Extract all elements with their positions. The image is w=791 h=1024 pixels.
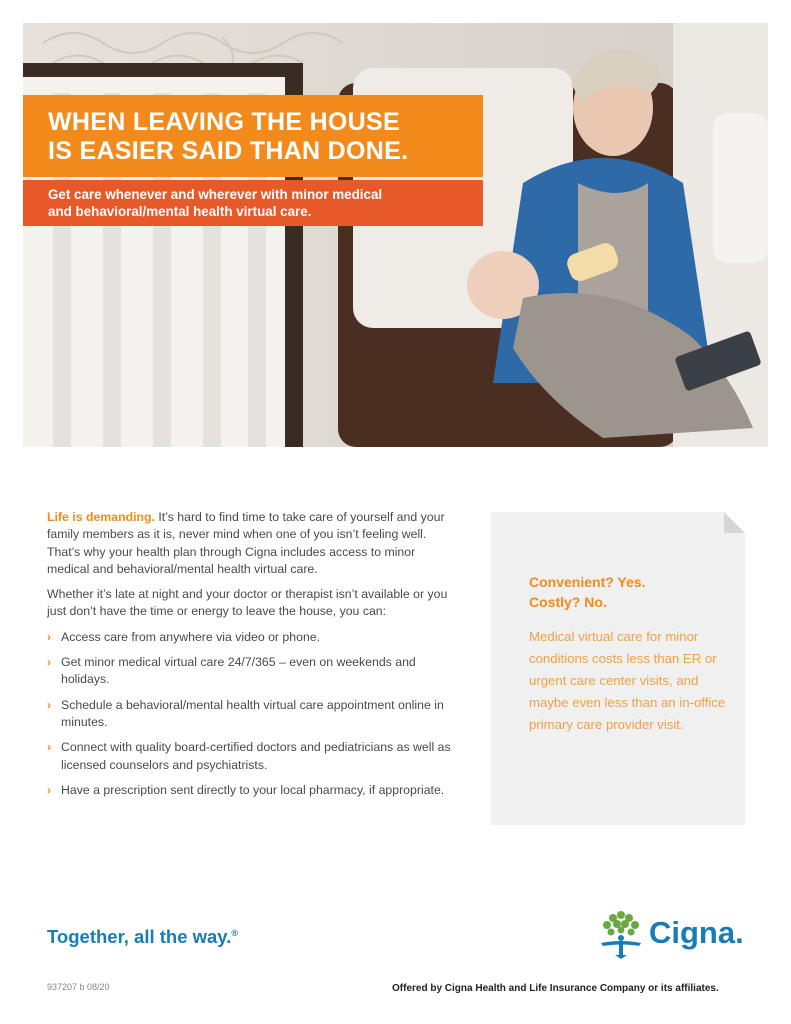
list-item-text: Schedule a behavioral/mental health virtual care appointment online in minutes. — [61, 697, 444, 729]
headline-line-1: WHEN LEAVING THE HOUSE — [48, 108, 400, 136]
list-item-text: Get minor medical virtual care 24/7/365 – even on weekends and holidays. — [61, 655, 416, 687]
list-item — [47, 654, 452, 689]
benefits-list — [47, 629, 452, 799]
document-code: 937207 b 08/20 — [47, 982, 110, 992]
offered-by-statement: Offered by Cigna Health and Life Insurance Company or its affiliates. — [392, 983, 719, 994]
mother-feeding-baby-photo — [23, 23, 768, 447]
list-item-text: Connect with quality board-certified doctors and pediatricians as well as licensed counselors and psychiatrists. — [61, 740, 451, 772]
callout-title-line-1: Convenient? Yes. — [529, 574, 646, 590]
chevron-right-icon: › — [47, 697, 51, 712]
headline-banner — [23, 95, 483, 177]
list-item — [47, 739, 452, 774]
list-item-text: Have a prescription sent directly to your local pharmacy, if appropriate. — [61, 782, 445, 797]
list-item — [47, 629, 452, 646]
cigna-logo-text: Cigna. — [649, 915, 744, 950]
tagline — [47, 926, 238, 948]
subheadline-line-2: and behavioral/mental health virtual care. — [48, 204, 312, 219]
lead-phrase: Life is demanding. — [47, 510, 155, 524]
chevron-right-icon: › — [47, 782, 51, 797]
callout-title — [529, 572, 739, 612]
registered-mark: ® — [231, 927, 238, 938]
subheadline-line-1: Get care whenever and wherever with minor medical — [48, 187, 383, 202]
list-item — [47, 697, 452, 732]
subheadline-banner — [23, 180, 483, 226]
intro-paragraph — [47, 509, 452, 578]
headline-line-2: IS EASIER SAID THAN DONE. — [48, 137, 409, 165]
body-copy — [47, 509, 452, 807]
list-item-text: Access care from anywhere via video or phone. — [61, 629, 321, 644]
chevron-right-icon: › — [47, 629, 51, 644]
chevron-right-icon: › — [47, 655, 51, 670]
callout-title-line-2: Costly? No. — [529, 594, 607, 610]
page-fold-corner — [724, 512, 745, 533]
intro-text: It’s hard to find time to take care of yourself and your family members as it is, never mind when one of you isn’t feeling well. That’s why your health plan through Cigna includes access to minor medical and behavioral/mental health virtual care. — [47, 510, 445, 576]
list-item — [47, 782, 452, 799]
chevron-right-icon: › — [47, 740, 51, 755]
second-paragraph: Whether it’s late at night and your doctor or therapist isn’t available or you just don’t have the time or energy to leave the house, you can: — [47, 587, 448, 619]
hero-photo — [23, 23, 768, 447]
callout-text: Medical virtual care for minor conditions costs less than ER or urgent care center visits, and maybe even less than an in-office primary care provider visit. — [529, 629, 726, 732]
tagline-text: Together, all the way. — [47, 926, 232, 947]
